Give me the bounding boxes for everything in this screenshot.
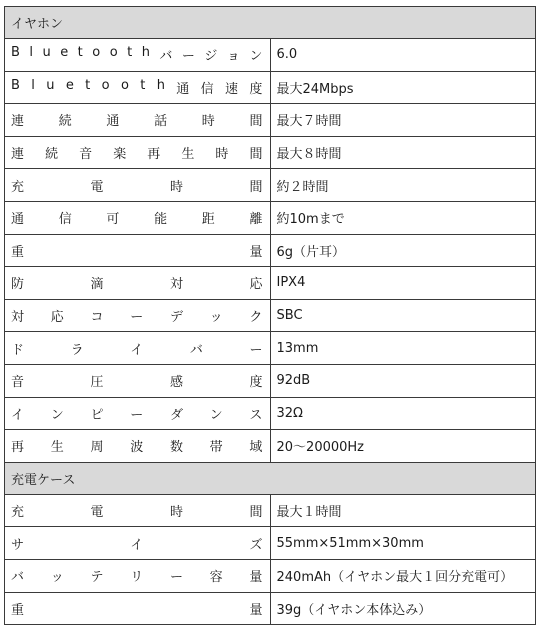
- spec-label-cell: [5, 267, 271, 300]
- spec-value: 39g（イヤホン本体込み）: [270, 592, 536, 625]
- spec-value: 最大７時間: [270, 104, 536, 137]
- label-char: ス: [249, 407, 264, 423]
- label-char: e: [60, 45, 70, 61]
- label-char: 生: [181, 147, 196, 163]
- label-char: 電: [90, 505, 105, 521]
- spec-label: [11, 534, 264, 553]
- spec-label: [11, 566, 264, 585]
- label-char: ー: [169, 570, 184, 586]
- spec-value: IPX4: [270, 267, 536, 300]
- label-char: l: [29, 45, 35, 61]
- spec-value: 20～20000Hz: [270, 430, 536, 463]
- label-char: 量: [249, 602, 264, 618]
- spec-row: [5, 169, 536, 202]
- label-char: 度: [249, 375, 264, 391]
- spec-label: [11, 45, 264, 64]
- spec-label: [11, 176, 264, 195]
- spec-row: [5, 299, 536, 332]
- spec-label: [11, 371, 264, 390]
- spec-row: [5, 104, 536, 137]
- spec-table-container: [4, 6, 536, 625]
- label-char: 信: [58, 212, 73, 228]
- label-char: 圧: [90, 375, 105, 391]
- label-char: 連: [11, 114, 26, 130]
- label-char: 時: [169, 179, 184, 195]
- label-char: 対: [169, 277, 184, 293]
- spec-label: [11, 306, 264, 325]
- label-char: t: [127, 45, 134, 61]
- spec-label: [11, 404, 264, 423]
- label-char: 続: [45, 147, 60, 163]
- label-char: 滴: [90, 277, 105, 293]
- label-char: ダ: [169, 407, 184, 423]
- label-char: ッ: [50, 570, 65, 586]
- spec-value: 最大１時間: [270, 494, 536, 527]
- label-char: 通: [11, 212, 26, 228]
- label-char: イ: [130, 342, 145, 358]
- spec-label: [11, 273, 264, 292]
- spec-value: 最大24Mbps: [270, 71, 536, 104]
- label-char: 音: [79, 147, 94, 163]
- spec-value: 240mAh（イヤホン最大１回分充電可）: [270, 559, 536, 592]
- label-char: 間: [249, 505, 264, 521]
- label-char: 電: [90, 179, 105, 195]
- spec-label-cell: [5, 592, 271, 625]
- label-char: 数: [169, 440, 184, 456]
- spec-table-body: [5, 7, 536, 625]
- label-char: ッ: [209, 310, 224, 326]
- label-char: 距: [201, 212, 216, 228]
- label-char: 時: [201, 114, 216, 130]
- label-char: ー: [181, 49, 196, 65]
- label-char: ョ: [226, 49, 241, 65]
- spec-label-cell: [5, 169, 271, 202]
- spec-label-cell: [5, 39, 271, 72]
- label-char: 離: [249, 212, 264, 228]
- label-char: 速: [225, 81, 240, 97]
- label-char: o: [92, 45, 102, 61]
- spec-label-cell: [5, 494, 271, 527]
- spec-row: [5, 559, 536, 592]
- label-char: 波: [130, 440, 145, 456]
- label-char: ク: [249, 310, 264, 326]
- section-header-row: [5, 7, 536, 39]
- spec-value: 最大８時間: [270, 136, 536, 169]
- label-char: 時: [169, 505, 184, 521]
- label-char: 充: [11, 505, 26, 521]
- label-char: 可: [106, 212, 121, 228]
- spec-label: [11, 501, 264, 520]
- label-char: 通: [176, 81, 191, 97]
- section-header-row: [5, 462, 536, 494]
- label-char: サ: [11, 537, 26, 553]
- label-char: o: [120, 77, 130, 93]
- label-char: 続: [58, 114, 73, 130]
- section-title: イヤホン: [5, 7, 536, 39]
- label-char: 話: [154, 114, 169, 130]
- label-char: デ: [169, 310, 184, 326]
- spec-label-cell: [5, 234, 271, 267]
- spec-label: [11, 208, 264, 227]
- spec-label-cell: [5, 104, 271, 137]
- section-title: 充電ケース: [5, 462, 536, 494]
- label-char: 能: [154, 212, 169, 228]
- spec-label-cell: [5, 397, 271, 430]
- spec-row: [5, 364, 536, 397]
- label-char: 域: [249, 440, 264, 456]
- label-char: 連: [11, 147, 26, 163]
- label-char: 音: [11, 375, 26, 391]
- spec-label-cell: [5, 201, 271, 234]
- label-char: B: [11, 77, 21, 93]
- spec-row: [5, 592, 536, 625]
- label-char: 再: [11, 440, 26, 456]
- label-char: h: [156, 77, 166, 93]
- label-char: t: [140, 77, 147, 93]
- spec-label-cell: [5, 332, 271, 365]
- label-char: l: [31, 77, 36, 93]
- label-char: 再: [147, 147, 162, 163]
- label-char: e: [65, 77, 75, 93]
- label-char: 時: [215, 147, 230, 163]
- spec-label: [11, 78, 264, 97]
- label-char: テ: [90, 570, 105, 586]
- spec-value: SBC: [270, 299, 536, 332]
- label-char: イ: [130, 537, 145, 553]
- label-char: ン: [249, 49, 264, 65]
- spec-row: [5, 430, 536, 463]
- spec-value: 55mm×51mm×30mm: [270, 527, 536, 560]
- label-char: 間: [249, 179, 264, 195]
- label-char: u: [42, 45, 52, 61]
- label-char: 重: [11, 602, 26, 618]
- spec-label: [11, 599, 264, 618]
- label-char: ラ: [70, 342, 85, 358]
- label-char: 帯: [209, 440, 224, 456]
- spec-label-cell: [5, 430, 271, 463]
- label-char: ー: [130, 407, 145, 423]
- spec-row: [5, 39, 536, 72]
- label-char: ズ: [249, 537, 264, 553]
- label-char: 感: [169, 375, 184, 391]
- spec-row: [5, 234, 536, 267]
- label-char: ピ: [90, 407, 105, 423]
- label-char: ド: [11, 342, 26, 358]
- spec-row: [5, 267, 536, 300]
- spec-row: [5, 201, 536, 234]
- label-char: h: [141, 45, 151, 61]
- spec-label: [11, 143, 264, 162]
- label-char: バ: [189, 342, 204, 358]
- label-char: 重: [11, 244, 26, 260]
- spec-label-cell: [5, 71, 271, 104]
- label-char: 度: [249, 81, 264, 97]
- spec-value: 13mm: [270, 332, 536, 365]
- spec-label-cell: [5, 299, 271, 332]
- spec-label-cell: [5, 136, 271, 169]
- spec-label: [11, 241, 264, 260]
- label-char: コ: [90, 310, 105, 326]
- label-char: 応: [50, 310, 65, 326]
- label-char: ン: [50, 407, 65, 423]
- label-char: イ: [11, 407, 26, 423]
- spec-row: [5, 494, 536, 527]
- label-char: 防: [11, 277, 26, 293]
- spec-value: 約２時間: [270, 169, 536, 202]
- spec-value: 約10mまで: [270, 201, 536, 234]
- spec-row: [5, 397, 536, 430]
- label-char: t: [85, 77, 92, 93]
- label-char: 対: [11, 310, 26, 326]
- label-char: 生: [50, 440, 65, 456]
- label-char: バ: [159, 49, 174, 65]
- label-char: 信: [200, 81, 215, 97]
- label-char: o: [109, 45, 119, 61]
- label-char: 応: [249, 277, 264, 293]
- spec-label-cell: [5, 527, 271, 560]
- label-char: 充: [11, 179, 26, 195]
- spec-table: [4, 6, 536, 625]
- spec-label: [11, 436, 264, 455]
- label-char: リ: [130, 570, 145, 586]
- label-char: 量: [249, 244, 264, 260]
- label-char: o: [101, 77, 111, 93]
- spec-label: [11, 110, 264, 129]
- spec-row: [5, 71, 536, 104]
- label-char: t: [77, 45, 84, 61]
- label-char: 間: [249, 147, 264, 163]
- spec-row: [5, 332, 536, 365]
- label-char: バ: [11, 570, 26, 586]
- spec-row: [5, 527, 536, 560]
- label-char: 楽: [113, 147, 128, 163]
- label-char: 量: [249, 570, 264, 586]
- spec-value: 6.0: [270, 39, 536, 72]
- spec-label-cell: [5, 559, 271, 592]
- label-char: ン: [209, 407, 224, 423]
- label-char: 周: [90, 440, 105, 456]
- spec-label-cell: [5, 364, 271, 397]
- spec-row: [5, 136, 536, 169]
- label-char: u: [46, 77, 56, 93]
- label-char: ー: [130, 310, 145, 326]
- label-char: 通: [106, 114, 121, 130]
- label-char: 間: [249, 114, 264, 130]
- spec-label: [11, 339, 264, 358]
- spec-value: 92dB: [270, 364, 536, 397]
- spec-value: 32Ω: [270, 397, 536, 430]
- label-char: 容: [209, 570, 224, 586]
- label-char: ー: [249, 342, 264, 358]
- label-char: ジ: [204, 49, 219, 65]
- label-char: B: [11, 45, 21, 61]
- spec-value: 6g（片耳）: [270, 234, 536, 267]
